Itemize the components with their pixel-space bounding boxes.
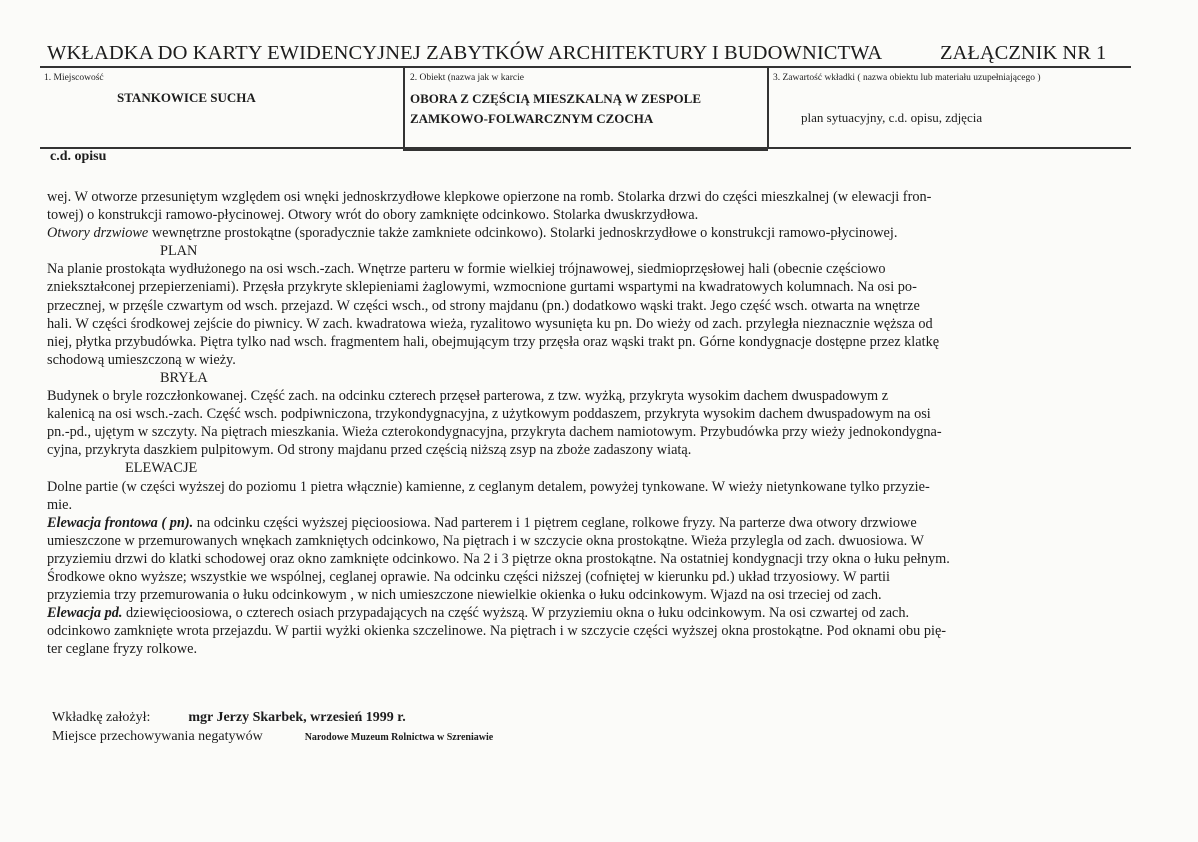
text-line: towej) o konstrukcji ramowo-płycinowej. Otwory wrót do obory zamknięte odcinkowo. Stolarka dwuskrzydłowa. (47, 207, 699, 224)
locality-label: 1. Miejscowość (44, 73, 104, 83)
founder-value: mgr Jerzy Skarbek, wrzesień 1999 r. (188, 710, 406, 725)
text-line: cyjna, przykryta daszkiem pulpitowym. Od strony majdanu przed częścią niższą zsyp na zboże zadaszony wiatą. (47, 442, 692, 459)
heading-bryla: BRYŁA (160, 369, 208, 386)
text-line: Otwory drzwiowe wewnętrzne prostokątne (sporadycznie także zamkniete odcinkowo). Stolarki jednoskrzydłowe o konstrukcji ramowo-płycinowej. (47, 225, 898, 242)
contents-label: 3. Zawartość wkładki ( nazwa obiektu lub materiału uzupełniającego ) (773, 73, 1041, 83)
divider-right (767, 66, 769, 149)
text-line: przecznej, w przęśle czwartym od wsch. przejazd. W części wsch., od strony majdanu (pn.) dodatkowo wąski trakt. Jego część wsch. otwarta na wnętrze (47, 297, 920, 314)
text-line: pn.-pd., ujętym w szczyty. Na piętrach mieszkania. Wieża czterokondygnacyjna, przykryta dachem namiotowym. Przybudówka przy wieży jednokondygna- (47, 424, 942, 441)
object-box-bottom (403, 149, 768, 151)
object-value-line2: ZAMKOWO-FOLWARCZNYM CZOCHA (410, 111, 654, 126)
text-line: odcinkowo zamknięte wrota przejazdu. W partii wyżki okienka szczelinowe. Na piętrach i w szczycie części wyższej okna prostokątne. Pod oknami obu pię- (47, 623, 947, 640)
object-label: 2. Obiekt (nazwa jak w karcie (410, 73, 524, 83)
text-line: mie. (47, 496, 73, 513)
storage-line (52, 729, 493, 745)
section-title: c.d. opisu (50, 149, 107, 164)
text-line: Elewacja frontowa ( pn). na odcinku części wyższej pięcioosiowa. Nad parterem i 1 piętrem ceglane, rolkowe fryzy. Na parterze dwa otwory drzwiowe (47, 514, 917, 531)
description-body (47, 188, 1127, 658)
object-value-line1: OBORA Z CZĘŚCIĄ MIESZKALNĄ W ZESPOLE (410, 91, 702, 106)
text-line: schodową umieszczoną w wieży. (47, 351, 236, 368)
text-line: kalenicą na osi wsch.-zach. Część wsch. podpiwniczona, trzykondygnacyjna, z użytkowym poddaszem, przykryta wysokim dachem dwuspadowym na osi (47, 406, 931, 423)
emphasis: Elewacja pd. (47, 605, 123, 622)
text-line: Środkowe okno wyższe; wszystkie we wspólnej, ceglanej oprawie. Na odcinku części niższej (cofniętej w kierunku pd.) układ trzyosiowy. W partii (47, 568, 891, 585)
text-line: zniekształconej przepierzeniami). Przęsła przykryte sklepieniami żaglowymi, wzmocnione gurtami wspartymi na kwadratowych kolumnach. Na osi po- (47, 279, 917, 296)
divider-left (403, 66, 405, 149)
founder-line (52, 710, 406, 726)
text-line: hali. W części środkowej zejście do piwnicy. W zach. kwadratowa wieża, ryzalitowo wysunięta ku pn. Do wieży od zach. przyległa nieznacznie węższa od (47, 315, 933, 332)
document-title: WKŁADKA DO KARTY EWIDENCYJNEJ ZABYTKÓW ARCHITEKTURY I BUDOWNICTWA (47, 42, 883, 64)
text-line: przyziemiu drzwi do klatki schodowej oraz okno zamknięte odcinkowo. Na 2 i 3 piętrze okna prostokątne. Na ostatniej kondygnacji trzy okna o łuku pełnym. (47, 550, 950, 567)
text-line: Na planie prostokąta wydłużonego na osi wsch.-zach. Wnętrze parteru w formie wielkiej trójnawowej, siedmioprzęsłowej hali (obecnie częściowo (47, 261, 886, 278)
heading-elewacje: ELEWACJE (125, 460, 198, 477)
storage-label: Miejsce przechowywania negatywów (52, 729, 263, 744)
contents-value: plan sytuacyjny, c.d. opisu, zdjęcia (801, 110, 983, 125)
founder-label: Wkładkę założył: (52, 710, 151, 725)
text-line: wej. W otworze przesuniętym względem osi wnęki jednoskrzydłowe klepkowe opierzone na romb. Stolarka drzwi do części mieszkalnej (w elewacji fron- (47, 189, 932, 205)
text-line: przyziemia trzy przemurowania o łuku odcinkowym , w nich umieszczone niewielkie okienka o łuku odcinkowym. Wjazd na osi trzeciej od zach. (47, 587, 882, 604)
text-line: ter ceglane fryzy rolkowe. (47, 641, 198, 658)
locality-value: STANKOWICE SUCHA (117, 90, 256, 105)
emphasis: Elewacja frontowa ( pn). (47, 514, 194, 531)
text-line: Elewacja pd. dziewięcioosiowa, o czterech osiach przypadających na część wyższą. W przyziemiu okna o łuku odcinkowym. Na osi czwartej od zach. (47, 605, 910, 622)
text-line: umieszczone w przemurowanych wnękach zamkniętych odcinkowo, Na piętrach i w szczycie okna prostokątne. Wieża przylegla od zach. dwuosiowa. W (47, 532, 925, 549)
annex-number: ZAŁĄCZNIK NR 1 (940, 42, 1107, 64)
text-line: Budynek o bryle rozczłonkowanej. Część zach. na odcinku czterech przęseł parterowa, z tzw. wyżką, przykryta wysokim dachem dwuspadowym z (47, 388, 889, 405)
emphasis: Otwory drzwiowe (47, 225, 149, 242)
text-line: niej, płytka przybudówka. Piętra tylko nad wsch. fragmentem hali, obejmującym trzy przęsła oraz wąski trakt pn. Górne kondygnacje dostępne przez klatkę (47, 333, 940, 350)
storage-value: Narodowe Muzeum Rolnictwa w Szreniawie (304, 732, 494, 743)
heading-plan: PLAN (160, 243, 198, 260)
top-rule (40, 66, 1131, 68)
text-line: Dolne partie (w części wyższej do poziomu 1 pietra włącznie) kamienne, z ceglanym detalem, powyżej tynkowane. W wieży nietynkowane tylko przyzie- (47, 478, 930, 495)
